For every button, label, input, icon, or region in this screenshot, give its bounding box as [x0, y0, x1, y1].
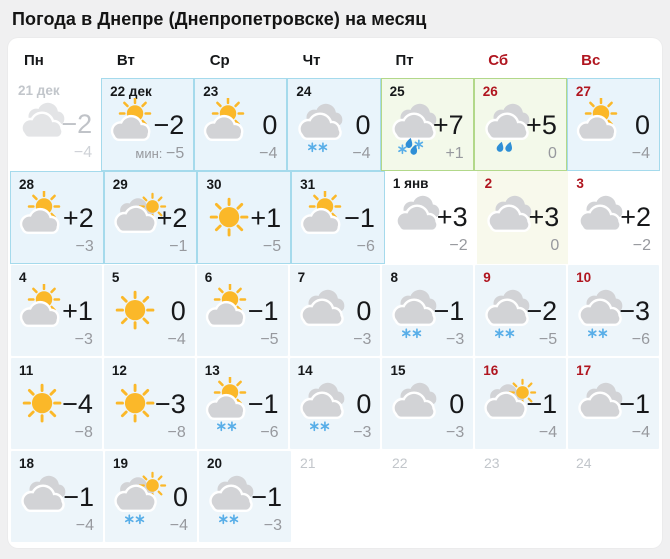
day-cell-29[interactable]	[104, 171, 198, 264]
day-cell-31[interactable]	[291, 171, 385, 264]
day-cell-13[interactable]	[196, 357, 289, 450]
day-cell-24[interactable]	[287, 78, 380, 171]
day-temp-min: −8	[74, 424, 93, 441]
day-temp-min: −4	[631, 145, 650, 162]
day-date: 26	[482, 84, 498, 99]
day-date: 17	[576, 363, 592, 378]
day-date: 22 дек	[110, 84, 152, 99]
day-date: 20	[207, 456, 223, 471]
cloud-snow-icon	[292, 98, 350, 156]
month-forecast-card	[8, 38, 662, 548]
day-temp-max: −1	[251, 482, 282, 512]
day-date: 23	[484, 455, 500, 471]
day-temp-max: −1	[247, 296, 279, 326]
day-date: 19	[113, 456, 129, 471]
day-cell-25[interactable]	[381, 78, 474, 171]
day-date: 13	[204, 363, 220, 378]
day-temp-min: −4	[167, 331, 186, 348]
week-row	[10, 450, 660, 543]
day-temp-max: −1	[344, 203, 375, 233]
weekday-header-Вс: Вс	[581, 51, 601, 69]
day-cell-11[interactable]	[10, 357, 103, 450]
day-temp-min: −4	[352, 145, 371, 162]
day-cell-22-дек[interactable]	[101, 78, 194, 171]
day-temp-min: −6	[356, 238, 375, 255]
day-cell-27[interactable]	[567, 78, 660, 171]
day-cell-15[interactable]	[381, 357, 474, 450]
day-cell-26[interactable]	[474, 78, 567, 171]
day-cell-3[interactable]	[568, 171, 660, 264]
day-temp-min: −4	[631, 424, 651, 441]
day-cell-7[interactable]	[289, 264, 382, 357]
day-date: 7	[297, 270, 306, 285]
day-date: 12	[111, 363, 127, 378]
day-temp-max: −4	[62, 389, 93, 419]
day-cell-6[interactable]	[196, 264, 289, 357]
sun-icon	[108, 284, 166, 342]
day-cell-20[interactable]	[198, 450, 292, 543]
weekday-header-Пт: Пт	[395, 51, 414, 69]
day-temp-min: −4	[538, 424, 558, 441]
day-cell-16[interactable]	[474, 357, 567, 450]
day-cell-19[interactable]	[104, 450, 198, 543]
day-temp-max: −3	[619, 296, 651, 326]
day-temp-max: 0	[262, 110, 278, 140]
day-date: 28	[19, 177, 35, 192]
day-cell-9[interactable]	[474, 264, 567, 357]
day-cell-30[interactable]	[197, 171, 291, 264]
day-temp-max: +2	[620, 202, 652, 232]
day-date: 14	[297, 363, 313, 378]
day-date: 9	[483, 270, 491, 285]
day-temp-min: −3	[446, 424, 465, 441]
day-temp-max: 0	[356, 389, 372, 419]
day-temp-min: −2	[449, 237, 468, 254]
day-temp-min: −4	[259, 145, 278, 162]
day-cell-8[interactable]	[381, 264, 474, 357]
day-temp-min: −4	[169, 517, 188, 534]
day-date: 8	[390, 270, 398, 285]
week-row	[10, 264, 660, 357]
day-date: 27	[575, 84, 591, 99]
day-temp-min: +1	[445, 145, 464, 162]
calendar-grid	[10, 78, 660, 543]
day-temp-min: −5	[260, 331, 279, 348]
day-temp-max: 0	[355, 110, 371, 140]
week-row	[10, 78, 660, 171]
day-temp-min: 0	[550, 237, 560, 254]
day-temp-max: 0	[170, 296, 186, 326]
day-temp-max: +5	[526, 110, 557, 140]
day-date: 22	[392, 455, 408, 471]
day-cell-18[interactable]	[10, 450, 104, 543]
day-temp-min: −4	[73, 144, 93, 161]
day-temp-min: −3	[74, 331, 93, 348]
day-temp-max: +1	[250, 203, 282, 233]
cloud-icon	[294, 284, 352, 342]
day-temp-max: 0	[172, 482, 188, 512]
day-cell-24	[568, 450, 660, 543]
cloud-icon	[386, 377, 444, 435]
day-temp-min: −1	[169, 238, 188, 255]
day-temp-min: −3	[353, 424, 372, 441]
day-date: 29	[112, 177, 128, 192]
day-date: 23	[203, 84, 219, 99]
day-temp-min: −2	[632, 237, 652, 254]
day-temp-max: +1	[62, 296, 93, 326]
day-date: 30	[206, 177, 222, 192]
day-temp-min: −3	[353, 331, 372, 348]
day-temp-max: −3	[154, 389, 186, 419]
day-temp-max: −2	[526, 296, 558, 326]
day-temp-max: 0	[449, 389, 465, 419]
day-temp-min: −4	[75, 517, 94, 534]
day-temp-min: −5	[538, 331, 558, 348]
day-temp-max: −2	[61, 109, 93, 139]
day-temp-max: +7	[432, 110, 464, 140]
day-temp-min: 0	[547, 145, 557, 162]
day-date: 31	[300, 177, 316, 192]
day-temp-min: −6	[260, 424, 279, 441]
weekday-header-Пн: Пн	[24, 51, 44, 69]
sun-cloud-icon	[199, 98, 257, 156]
day-cell-5[interactable]	[103, 264, 196, 357]
day-date: 4	[19, 270, 27, 285]
day-temp-min: −6	[631, 331, 651, 348]
weekday-header-Вт: Вт	[116, 51, 135, 69]
week-row	[10, 357, 660, 450]
day-cell-4[interactable]	[10, 264, 103, 357]
day-date: 5	[111, 270, 120, 285]
day-temp-max: −2	[153, 110, 185, 140]
day-date: 3	[576, 176, 584, 191]
day-date: 24	[296, 84, 312, 99]
day-cell-21-дек	[10, 78, 101, 171]
day-cell-12[interactable]	[103, 357, 196, 450]
sun-cloud-icon	[572, 98, 630, 156]
day-temp-max: −1	[247, 389, 279, 419]
day-temp-max: 0	[634, 110, 650, 140]
day-date: 6	[204, 270, 213, 285]
day-cell-21	[292, 450, 384, 543]
day-temp-max: +2	[62, 203, 94, 233]
day-temp-max: −1	[619, 389, 651, 419]
day-temp-min: −8	[167, 424, 186, 441]
weekday-header-Чт: Чт	[302, 51, 321, 69]
weekday-header-row	[10, 42, 660, 78]
page-title: Погода в Днепре (Днепропетровске) на месяц	[12, 9, 427, 29]
day-date: 16	[483, 363, 499, 378]
cloud-sun-snow-icon	[109, 470, 167, 528]
weekday-header-Сб: Сб	[488, 51, 509, 69]
week-row	[10, 171, 660, 264]
day-date: 24	[576, 455, 592, 471]
day-cell-1-янв[interactable]	[385, 171, 477, 264]
cloud-snow-icon	[294, 377, 352, 435]
day-cell-22	[384, 450, 476, 543]
day-cell-2[interactable]	[477, 171, 569, 264]
day-temp-max: −1	[63, 482, 94, 512]
day-date: 18	[19, 456, 35, 471]
day-temp-max: −1	[433, 296, 465, 326]
day-date: 2	[484, 176, 493, 191]
day-cell-28[interactable]	[10, 171, 104, 264]
day-cell-10[interactable]	[567, 264, 660, 357]
day-temp-max: +3	[528, 202, 560, 232]
day-temp-max: +3	[436, 202, 468, 232]
weekday-header-Ср: Ср	[209, 51, 230, 69]
day-temp-min: −3	[446, 331, 465, 348]
day-date: 10	[576, 270, 592, 285]
day-date: 21 дек	[18, 83, 60, 98]
day-date: 21	[300, 455, 316, 471]
day-temp-min: мин: −5	[135, 145, 185, 162]
day-temp-min: −5	[262, 238, 282, 255]
day-temp-min: −3	[263, 517, 282, 534]
day-date: 11	[19, 363, 34, 378]
day-cell-14[interactable]	[289, 357, 382, 450]
day-cell-17[interactable]	[567, 357, 660, 450]
day-temp-max: +2	[156, 203, 188, 233]
day-cell-23[interactable]	[194, 78, 287, 171]
min-temp-label: мин:	[135, 146, 167, 161]
day-temp-max: 0	[356, 296, 372, 326]
day-date: 25	[389, 84, 405, 99]
day-temp-max: −1	[526, 389, 558, 419]
day-cell-23	[476, 450, 568, 543]
day-date: 1 янв	[392, 176, 429, 191]
day-date: 15	[390, 363, 406, 378]
day-temp-min: −3	[75, 238, 94, 255]
